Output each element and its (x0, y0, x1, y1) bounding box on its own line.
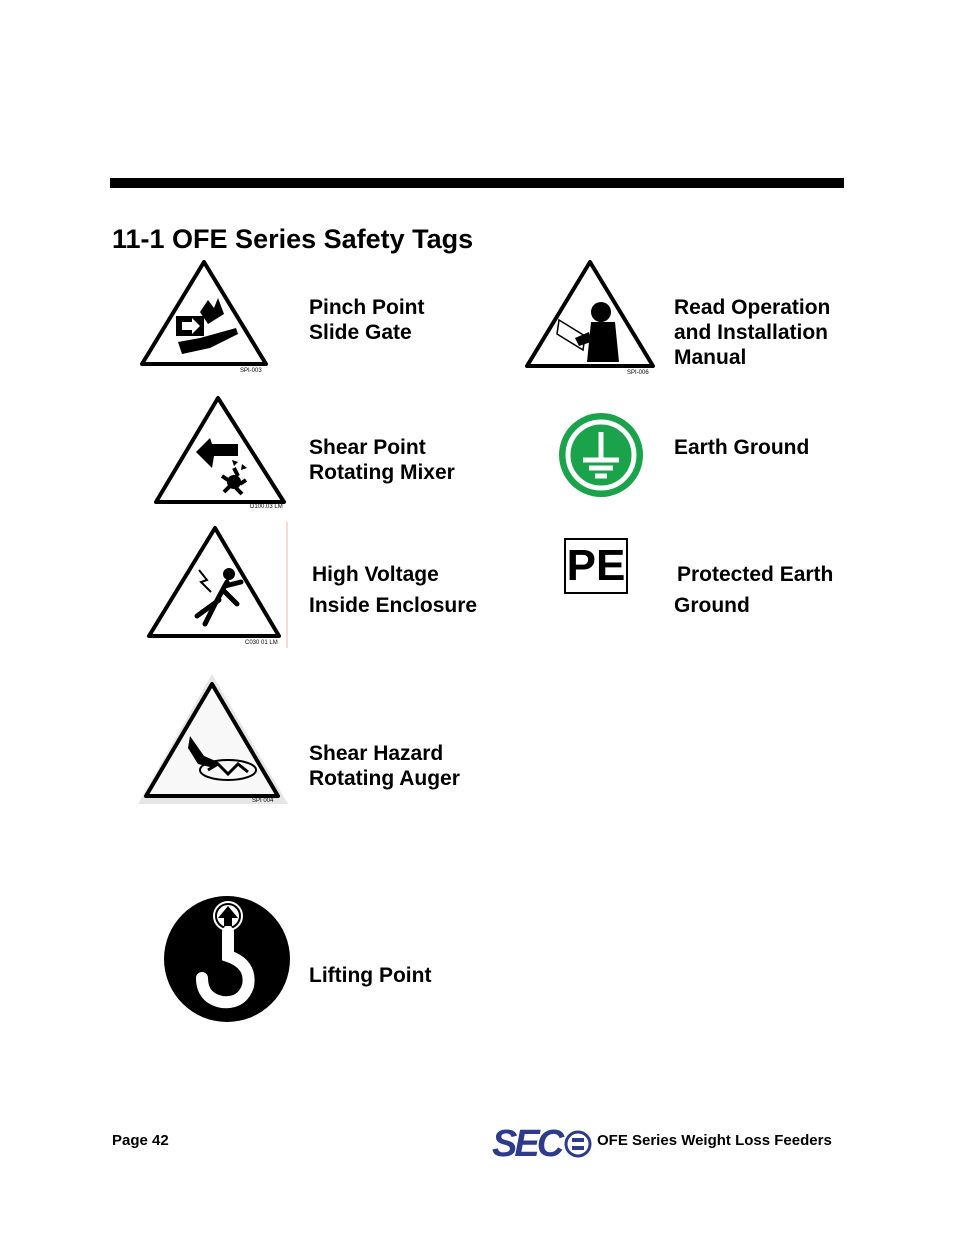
earth-ground-icon (558, 412, 644, 498)
lifting-point-icon (162, 894, 292, 1024)
svg-text:SEC: SEC (492, 1123, 562, 1162)
sec-logo-icon (492, 1122, 594, 1162)
tag-code: SPI-003 (240, 368, 262, 374)
tag-label-shear-point: Shear Point Rotating Mixer (309, 436, 455, 484)
high-voltage-icon (145, 520, 289, 650)
tag-code: SPI-006 (627, 370, 649, 376)
tag-label-shear-hazard: Shear Hazard Rotating Auger (309, 742, 460, 790)
tag-code: C030 01 LM (245, 640, 278, 646)
tag-code: SPI 004 (252, 798, 274, 804)
page-number: Page 42 (112, 1132, 169, 1149)
product-name: OFE Series Weight Loss Feeders (597, 1132, 832, 1149)
shear-hazard-auger-icon (134, 670, 292, 810)
protected-earth-icon: PE (564, 538, 628, 594)
section-title: 11-1 OFE Series Safety Tags (112, 224, 474, 254)
tag-label-protected-earth: Protected Earth Ground (674, 563, 834, 617)
tag-code: D100.03 LM (250, 504, 283, 510)
shear-point-icon (152, 394, 288, 510)
tag-label-read-manual: Read Operation and Installation Manual (674, 296, 831, 369)
tag-label-lifting-point: Lifting Point (309, 964, 432, 987)
read-manual-icon (523, 258, 657, 376)
pinch-point-icon (138, 258, 270, 374)
tag-label-high-voltage: High Voltage Inside Enclosure (309, 563, 478, 617)
tag-label-pinch-point: Pinch Point Slide Gate (309, 296, 425, 344)
header-rule (110, 178, 844, 188)
tag-label-earth-ground: Earth Ground (674, 436, 810, 459)
